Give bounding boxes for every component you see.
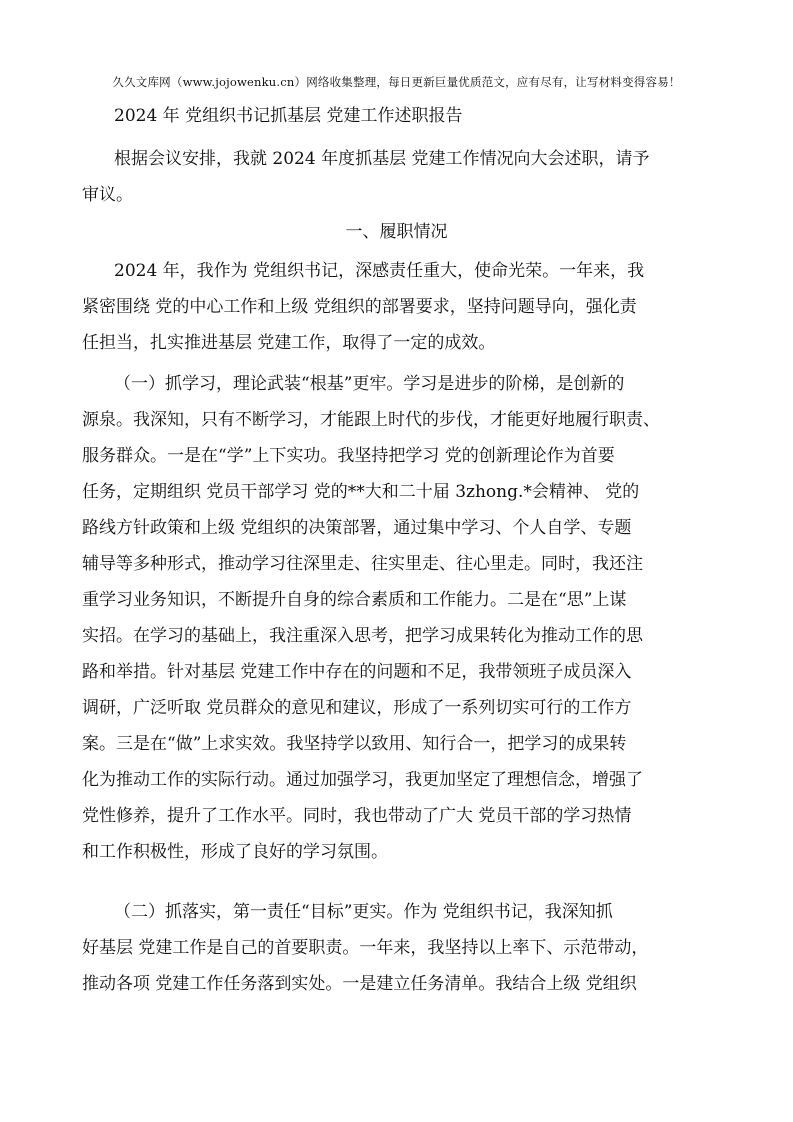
paragraph-line: 任担当，扎实推进基层 党建工作，取得了一定的成效。 (82, 333, 496, 353)
paragraph-line: 案。三是在“做”上求实效。我坚持学以致用、知行合一，把学习的成果转 (82, 734, 627, 754)
paragraph-line: 实招。在学习的基础上，我注重深入思考，把学习成果转化为推动工作的思 (82, 626, 643, 646)
paragraph-line: 2024 年，我作为 党组织书记，深感责任重大，使命光荣。一年来，我 (114, 261, 645, 281)
intro-line: 根据会议安排，我就 2024 年度抓基层 党建工作情况向大会述职，请予 (114, 149, 650, 169)
paragraph-line: 紧密围绕 党的中心工作和上级 党组织的部署要求，坚持问题导向，强化责 (82, 297, 637, 317)
paragraph-line: 和工作积极性，形成了良好的学习氛围。 (82, 842, 388, 862)
paragraph-line: （二）抓落实，第一责任“目标”更实。作为 党组织书记，我深知抓 (114, 902, 613, 922)
paragraph-line: 好基层 党建工作是自己的首要职责。一年来，我坚持以上率下、示范带动， (82, 938, 649, 958)
paragraph-line: 路线方针政策和上级 党组织的决策部署，通过集中学习、个人自学、专题 (82, 518, 632, 538)
paragraph-line: 推动各项 党建工作任务落到实处。一是建立任务清单。我结合上级 党组织 (82, 974, 637, 994)
paragraph-line: 化为推动工作的实际行动。通过加强学习，我更加坚定了理想信念，增强了 (82, 770, 643, 790)
paragraph-line: 重学习业务知识，不断提升自身的综合素质和工作能力。二是在“思”上谋 (82, 590, 627, 610)
section-heading: 一、履职情况 (345, 222, 448, 242)
paragraph-line: 源泉。我深知，只有不断学习，才能跟上时代的步伐，才能更好地履行职责、 (82, 410, 660, 430)
paragraph-line: 调研，广泛听取 党员群众的意见和建议，形成了一系列切实可行的工作方 (82, 698, 632, 718)
intro-line: 审议。 (82, 185, 133, 205)
source-watermark-note: 久久文库网（www.jojowenku.cn）网络收集整理，每日更新巨量优质范文，应有尽有，让写材料变得容易！ (112, 75, 681, 89)
paragraph-line: （一）抓学习，理论武装“根基”更牢。学习是进步的阶梯，是创新的 (114, 374, 625, 394)
document-title: 2024 年 党组织书记抓基层 党建工作述职报告 (114, 106, 463, 126)
paragraph-line: 辅导等多种形式，推动学习往深里走、往实里走、往心里走。同时，我还注 (82, 554, 643, 574)
paragraph-line: 路和举措。针对基层 党建工作中存在的问题和不足，我带领班子成员深入 (82, 662, 632, 682)
paragraph-line: 服务群众。一是在“学”上下实功。我坚持把学习 党的创新理论作为首要 (82, 446, 615, 466)
paragraph-line: 党性修养，提升了工作水平。同时，我也带动了广大 党员干部的学习热情 (82, 806, 632, 826)
paragraph-line: 任务，定期组织 党员干部学习 党的**大和二十届 3zhong.*会精神、 党的 (82, 482, 640, 502)
